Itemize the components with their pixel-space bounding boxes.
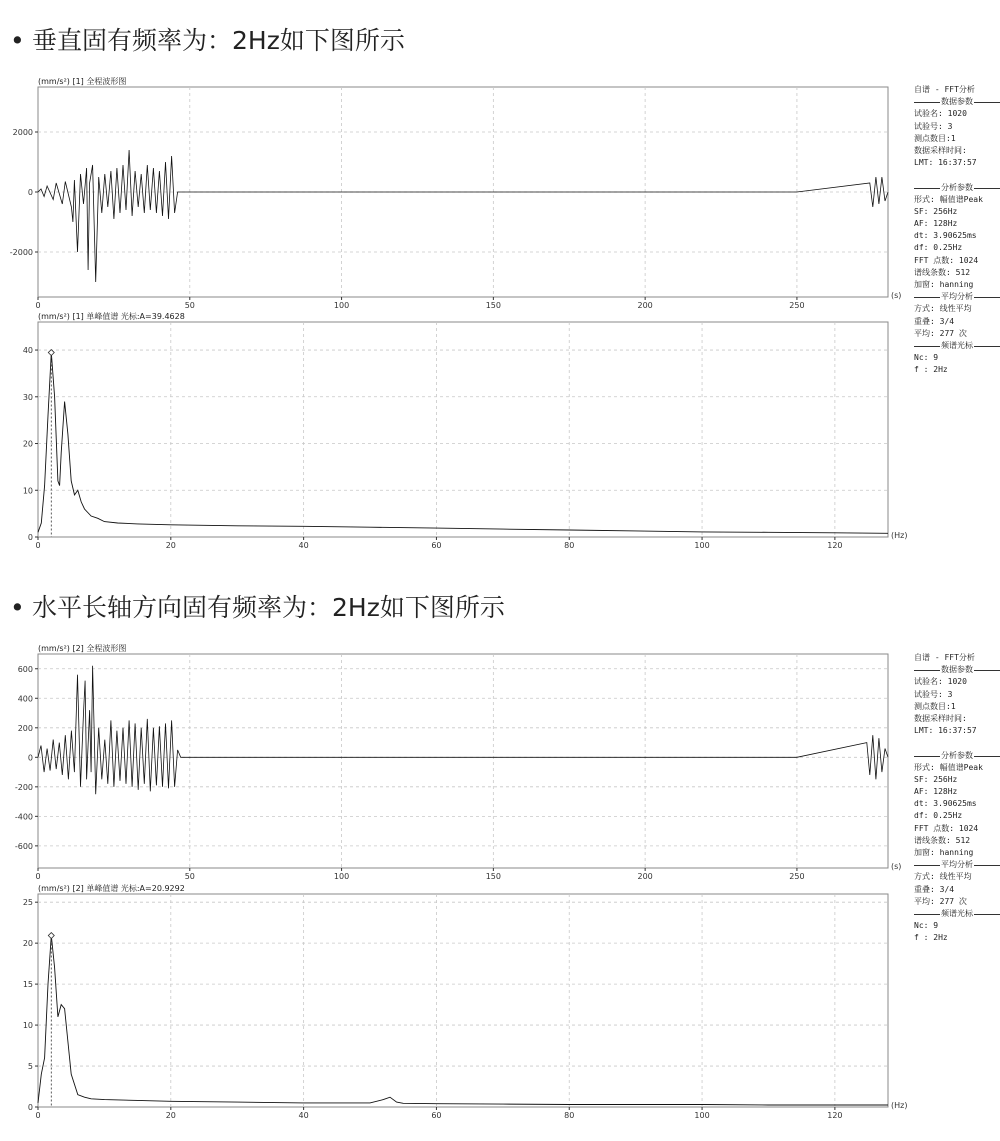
x-tick-label: 250 [789,872,805,881]
x-tick-label: 200 [637,872,653,881]
info-section-header [914,664,1000,676]
x-tick-label: 0 [35,872,41,881]
info-line: f : 2Hz [914,933,948,943]
info-section-header [914,96,1000,108]
y-tick-label: -400 [14,812,33,822]
y-tick-label: 0 [27,533,33,542]
y-tick-label: 2000 [12,128,33,137]
info-line: 平均: 277 次 [914,328,967,338]
info-line: 加窗: hanning [914,848,974,857]
info-line: 形式: 幅值谱Peak [914,194,983,204]
x-axis-unit: (Hz) [891,531,908,540]
plot-frame [38,322,888,537]
info-section-label: 数据参数 [941,97,973,107]
info-section-label: 分析参数 [941,182,973,192]
info-line: dt: 3.90625ms [914,231,977,241]
plot-spectrum-1 [23,311,908,550]
info-line: 数据采样时间: [914,713,967,723]
plot-frame [38,654,888,868]
info-section-label: 频谱光标 [941,908,973,918]
info-line: 自谱 - FFT分析 [914,653,975,662]
info-spacer [914,737,1000,749]
x-tick-label: 200 [637,301,653,310]
info-section-header [914,859,1000,871]
info-line: FFT 点数: 1024 [914,255,979,265]
info-line: 测点数目:1 [914,701,956,711]
y-tick-label: 0 [27,1103,33,1112]
info-spacer [914,169,1000,181]
bullet-dot: • [10,593,25,622]
info-line: df: 0.25Hz [914,243,963,253]
y-tick-label: 30 [22,392,33,402]
info-line: 平均: 277 次 [914,896,967,906]
info-line: SF: 256Hz [914,206,958,216]
y-tick-label: 0 [27,753,33,763]
y-tick-label: 600 [17,664,33,674]
x-tick-label: 80 [564,1111,575,1120]
y-tick-label: -200 [14,782,33,792]
y-tick-label: -2000 [9,248,33,257]
analysis-info-panel-2 [914,652,1000,945]
x-tick-label: 50 [184,872,195,881]
plot-waveform-2 [15,643,902,881]
x-tick-label: 100 [694,541,710,550]
info-line: 测点数目:1 [914,133,956,143]
x-tick-label: 0 [35,301,41,310]
y-tick-label: -600 [14,841,33,851]
plot-waveform-1 [10,76,902,310]
info-section-header [914,182,1000,194]
x-tick-label: 60 [431,541,442,550]
y-tick-label: 200 [17,723,33,733]
x-tick-label: 40 [298,541,309,550]
y-tick-label: 20 [22,939,33,949]
info-line: 试验号: 3 [914,689,953,699]
info-line: Nc: 9 [914,353,939,363]
y-tick-label: 0 [27,188,33,197]
x-tick-label: 100 [333,301,350,310]
x-tick-label: 250 [789,301,805,310]
info-line: 试验号: 3 [914,121,953,131]
info-line: LMT: 16:37:57 [914,726,977,736]
info-line: 试验名: 1020 [914,677,967,687]
x-tick-label: 150 [485,301,501,310]
info-section-header [914,750,1000,762]
info-line: SF: 256Hz [914,774,958,784]
info-line: LMT: 16:37:57 [914,158,977,168]
x-tick-label: 0 [35,1111,41,1120]
y-tick-label: 20 [22,439,33,449]
info-line: 加窗: hanning [914,280,974,289]
info-section-label: 平均分析 [941,292,973,302]
info-line: 试验名: 1020 [914,109,967,119]
info-line: 重叠: 3/4 [914,884,955,894]
info-line: 数据采样时间: [914,145,967,155]
info-line: df: 0.25Hz [914,811,963,821]
info-line: FFT 点数: 1024 [914,823,979,833]
info-line: AF: 128Hz [914,787,958,797]
info-line: 谱线条数: 512 [914,267,971,277]
x-tick-label: 50 [184,301,195,310]
x-tick-label: 40 [298,1111,309,1120]
y-tick-label: 40 [22,346,33,356]
bullet-dot: • [10,26,25,55]
x-tick-label: 100 [694,1111,710,1120]
x-tick-label: 20 [165,1111,176,1120]
x-tick-label: 80 [564,541,575,550]
heading-text: 水平长轴方向固有频率为：2Hz如下图所示 [32,593,505,622]
x-axis-unit: (s) [891,291,902,300]
x-tick-label: 120 [827,1111,843,1120]
x-tick-label: 0 [35,541,41,550]
plot-title: (mm/s²) [2] 单峰值谱 光标:A=20.9292 [38,884,185,893]
info-section-label: 平均分析 [941,860,973,870]
info-section-label: 数据参数 [941,665,973,675]
y-tick-label: 10 [22,486,33,496]
info-line: AF: 128Hz [914,219,958,229]
info-line: 重叠: 3/4 [914,316,955,326]
x-tick-label: 100 [333,872,350,881]
y-tick-label: 5 [27,1062,33,1072]
plot-spectrum-2 [23,883,908,1120]
plot-title: (mm/s²) [1] 全程波形图 [38,77,127,86]
plot-frame [38,894,888,1107]
y-tick-label: 15 [22,980,33,990]
analysis-info-panel-1 [914,84,1000,377]
info-line: dt: 3.90625ms [914,799,977,809]
info-line: f : 2Hz [914,365,948,375]
info-line: 形式: 幅值谱Peak [914,762,983,772]
x-tick-label: 150 [485,872,501,881]
x-tick-label: 120 [827,541,843,550]
plot-title: (mm/s²) [1] 单峰值谱 光标:A=39.4628 [38,312,185,321]
info-section-header [914,291,1000,303]
y-tick-label: 400 [17,694,33,704]
y-tick-label: 10 [22,1021,33,1031]
x-axis-unit: (s) [891,862,902,871]
plot-title: (mm/s²) [2] 全程波形图 [38,644,127,653]
y-tick-label: 25 [22,898,33,908]
info-line: 方式: 线性平均 [914,304,972,314]
x-axis-unit: (Hz) [891,1101,908,1110]
x-tick-label: 20 [165,541,176,550]
info-line: 谱线条数: 512 [914,835,971,845]
info-section-header [914,340,1000,352]
info-section-label: 分析参数 [941,750,973,760]
info-line: 自谱 - FFT分析 [914,85,975,94]
info-section-header [914,908,1000,920]
heading-text: 垂直固有频率为：2Hz如下图所示 [32,26,405,55]
info-line: Nc: 9 [914,921,939,931]
info-section-label: 频谱光标 [941,340,973,350]
info-line: 方式: 线性平均 [914,872,972,882]
x-tick-label: 60 [431,1111,442,1120]
